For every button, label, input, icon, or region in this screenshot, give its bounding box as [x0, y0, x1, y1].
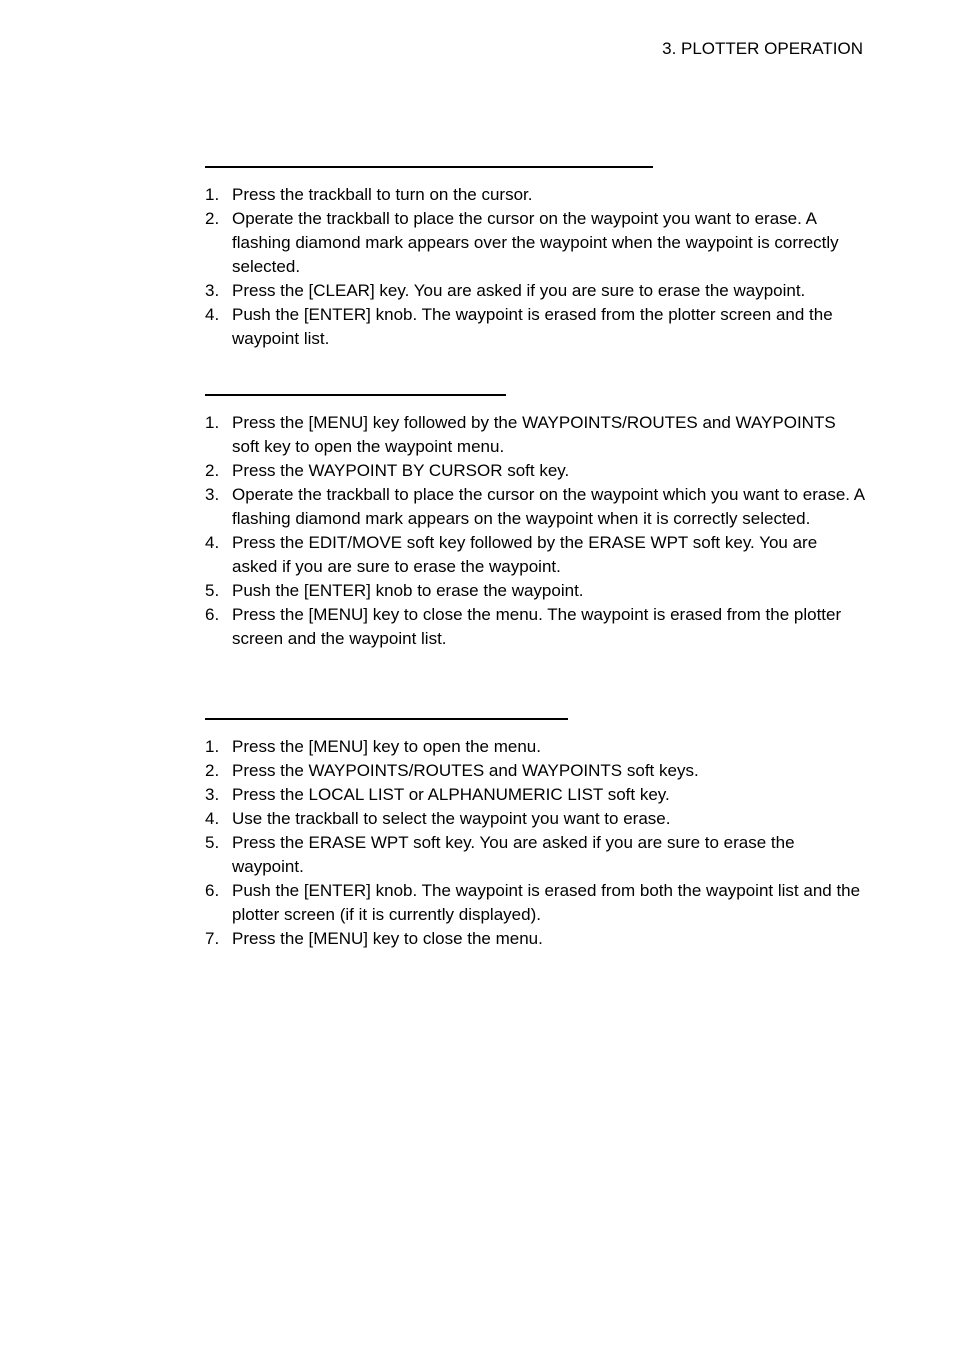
step-text: Press the WAYPOINT BY CURSOR soft key.	[232, 461, 570, 480]
step-number: 5.	[205, 833, 220, 852]
step-item	[205, 735, 865, 759]
step-list	[205, 411, 865, 651]
step-number: 4.	[205, 533, 220, 552]
step-text: Press the [MENU] key to close the menu.	[232, 929, 543, 948]
step-item	[205, 459, 865, 483]
step-item	[205, 783, 865, 807]
step-item	[205, 879, 865, 927]
step-item	[205, 207, 865, 279]
step-text: Press the [MENU] key to open the menu.	[232, 737, 541, 756]
step-text: Operate the trackball to place the cursor on the waypoint which you want to erase. A flashing diamond mark appears on the waypoint when it is correctly selected.	[232, 485, 865, 528]
step-number: 6.	[205, 605, 220, 624]
step-text: Operate the trackball to place the cursor on the waypoint you want to erase. A flashing diamond mark appears over the waypoint when the waypoint is correctly selected.	[232, 209, 839, 276]
step-text: Push the [ENTER] knob. The waypoint is erased from the plotter screen and the waypoint list.	[232, 305, 833, 348]
step-item	[205, 927, 865, 951]
step-item	[205, 831, 865, 879]
step-number: 2.	[205, 461, 220, 480]
step-text: Press the ERASE WPT soft key. You are asked if you are sure to erase the waypoint.	[232, 833, 795, 876]
step-item	[205, 303, 865, 351]
procedure-section-1	[205, 166, 865, 351]
step-item	[205, 279, 865, 303]
step-text: Press the [CLEAR] key. You are asked if you are sure to erase the waypoint.	[232, 281, 806, 300]
step-text: Push the [ENTER] knob. The waypoint is erased from both the waypoint list and the plotter screen (if it is currently displayed).	[232, 881, 861, 924]
step-item	[205, 411, 865, 459]
step-number: 1.	[205, 185, 220, 204]
step-number: 4.	[205, 809, 220, 828]
step-text: Press the WAYPOINTS/ROUTES and WAYPOINTS soft keys.	[232, 761, 699, 780]
step-number: 7.	[205, 929, 220, 948]
step-text: Press the [MENU] key followed by the WAYPOINTS/ROUTES and WAYPOINTS soft key to open the waypoint menu.	[232, 413, 836, 456]
step-number: 4.	[205, 305, 220, 324]
step-text: Push the [ENTER] knob to erase the waypoint.	[232, 581, 584, 600]
step-number: 3.	[205, 785, 220, 804]
section-heading-rule	[205, 166, 653, 168]
running-header: 3. PLOTTER OPERATION	[662, 39, 863, 58]
step-text: Press the trackball to turn on the cursor.	[232, 185, 533, 204]
procedure-section-2	[205, 394, 865, 651]
step-number: 2.	[205, 209, 220, 228]
step-number: 3.	[205, 485, 220, 504]
step-item	[205, 579, 865, 603]
step-text: Press the EDIT/MOVE soft key followed by the ERASE WPT soft key. You are asked if you are sure to erase the waypoint.	[232, 533, 818, 576]
step-number: 2.	[205, 761, 220, 780]
step-number: 3.	[205, 281, 220, 300]
step-number: 1.	[205, 413, 220, 432]
step-text: Press the [MENU] key to close the menu. The waypoint is erased from the plotter screen and the waypoint list.	[232, 605, 842, 648]
step-item	[205, 759, 865, 783]
step-item	[205, 483, 865, 531]
step-item	[205, 531, 865, 579]
step-text: Use the trackball to select the waypoint you want to erase.	[232, 809, 671, 828]
step-item	[205, 603, 865, 651]
step-number: 5.	[205, 581, 220, 600]
step-list	[205, 735, 865, 951]
procedure-section-3	[205, 718, 865, 951]
section-heading-rule	[205, 394, 506, 396]
step-item	[205, 183, 865, 207]
step-number: 1.	[205, 737, 220, 756]
step-number: 6.	[205, 881, 220, 900]
step-text: Press the LOCAL LIST or ALPHANUMERIC LIST soft key.	[232, 785, 670, 804]
step-list	[205, 183, 865, 351]
step-item	[205, 807, 865, 831]
section-heading-rule	[205, 718, 568, 720]
